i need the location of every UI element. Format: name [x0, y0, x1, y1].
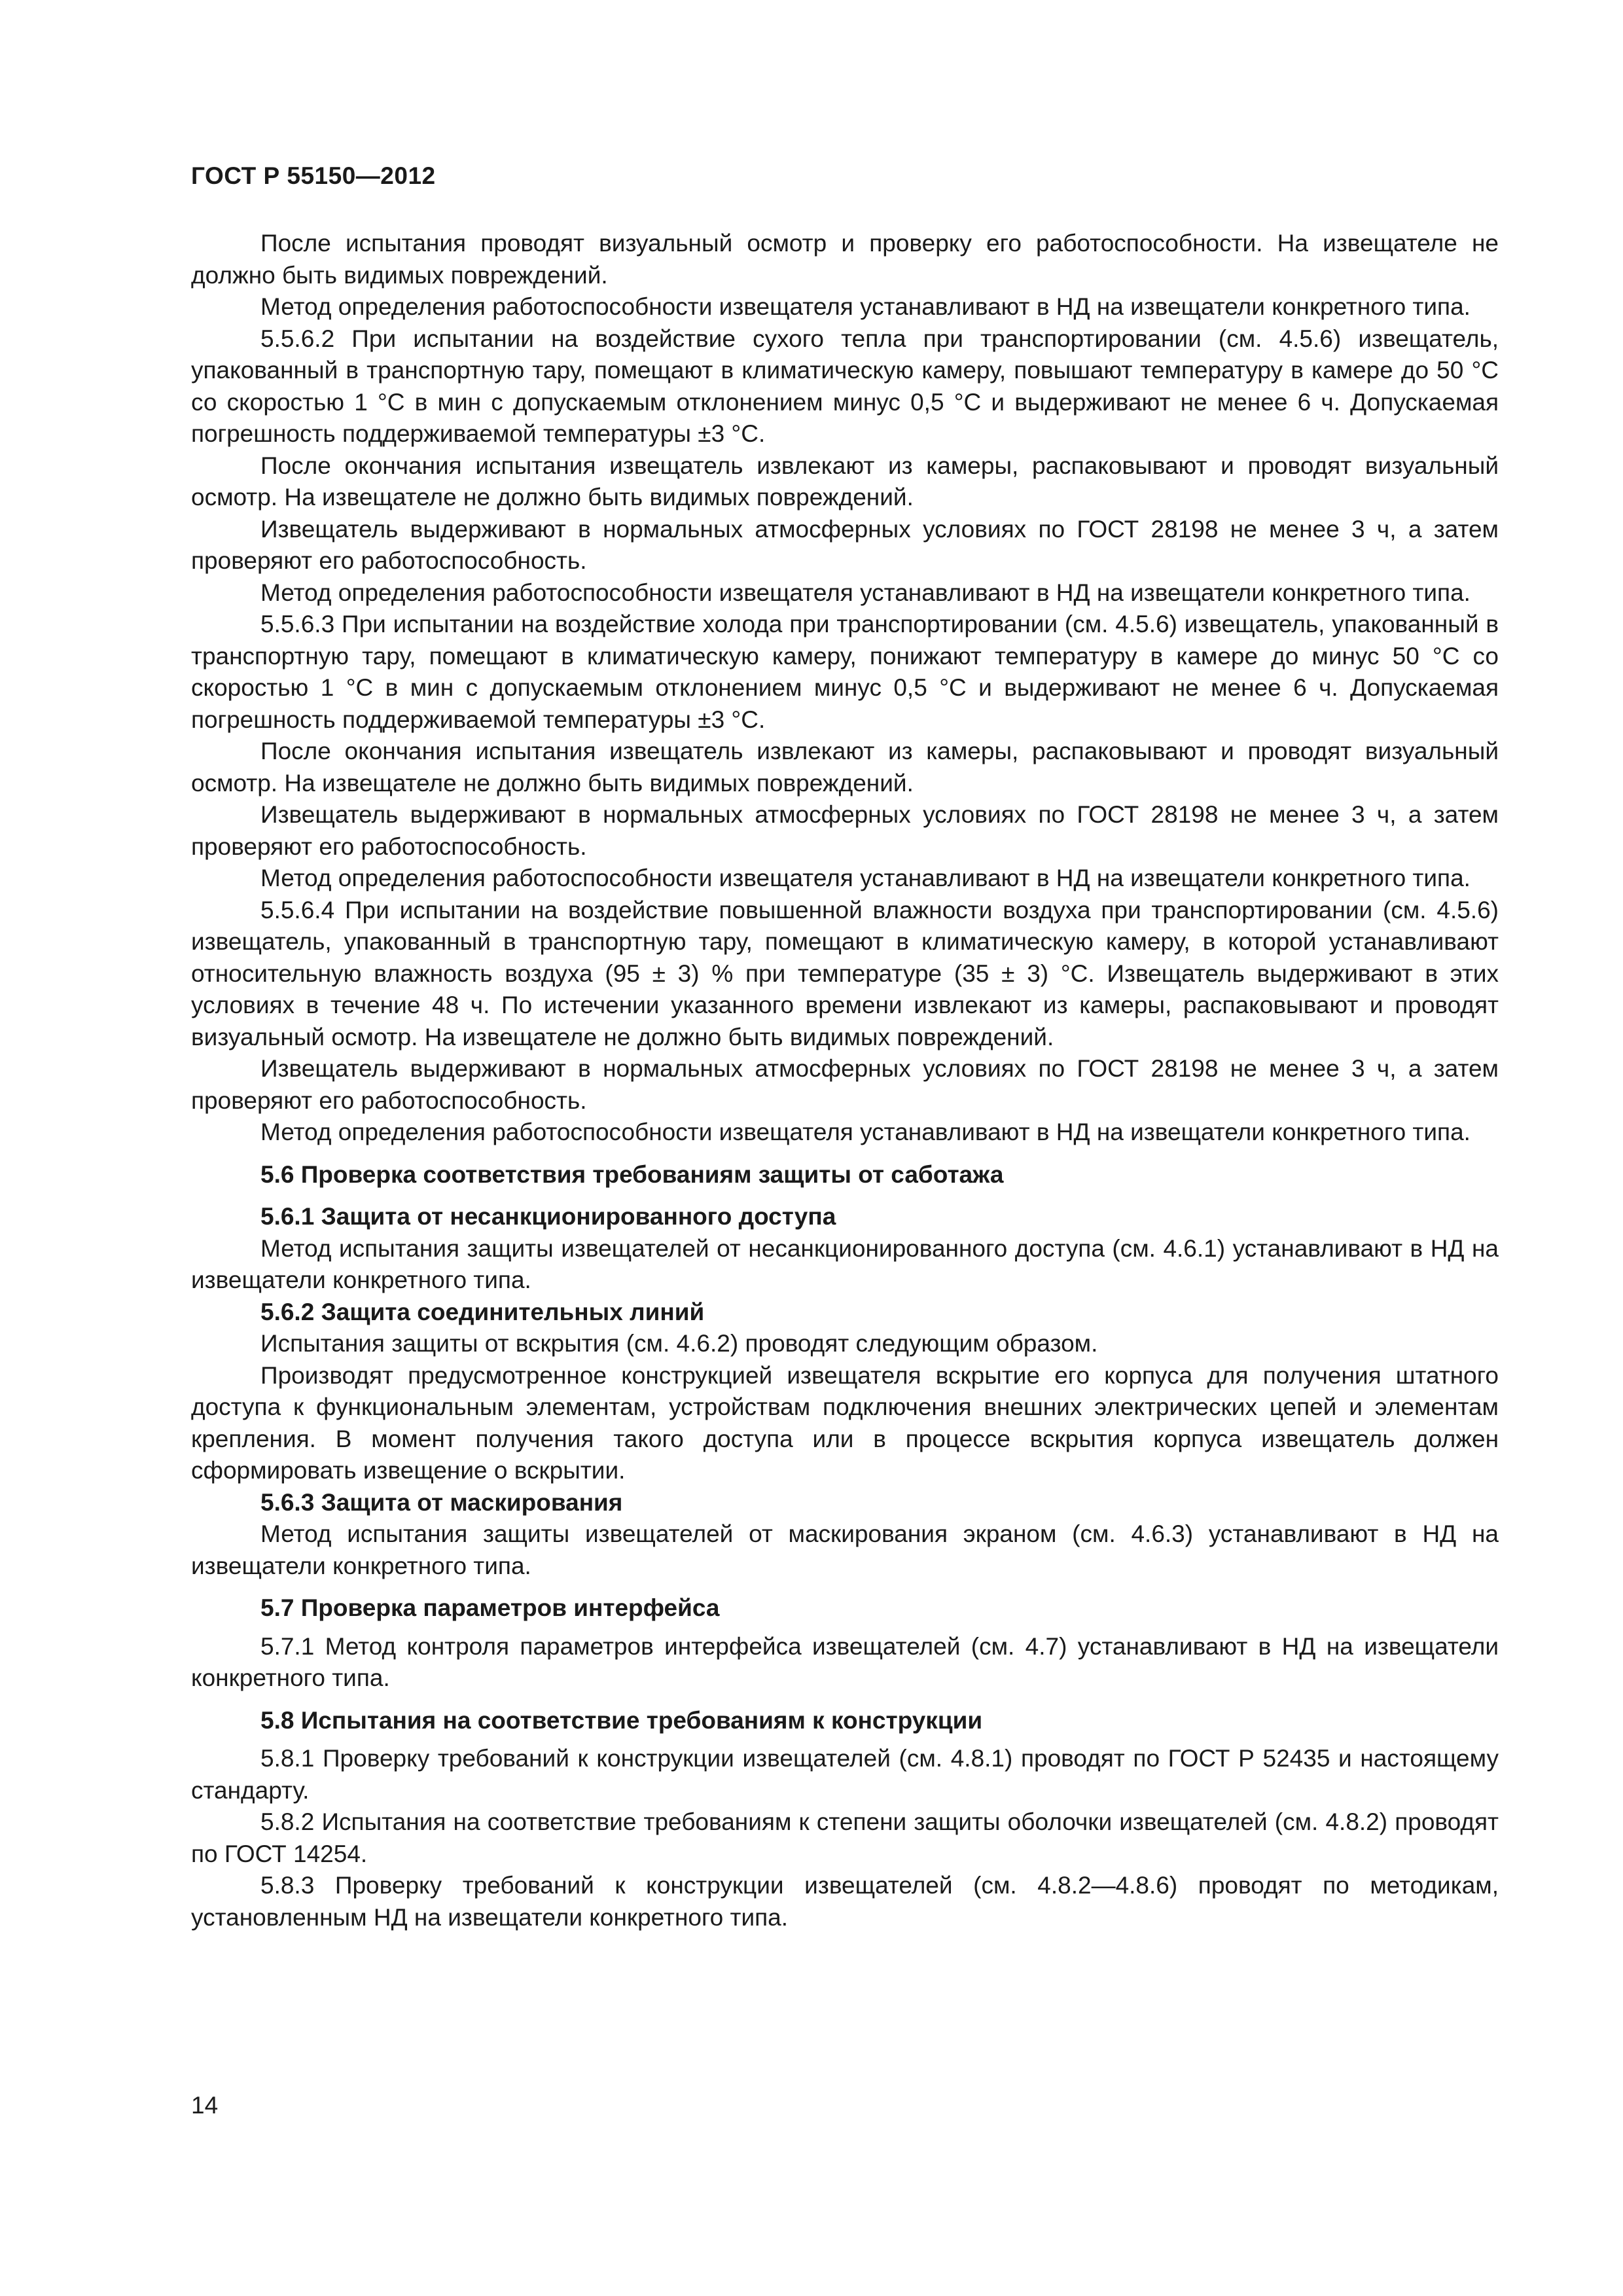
paragraph: После испытания проводят визуальный осмотр и проверку его работоспособности. На извещателе не должно быть видимых повреждений.	[191, 230, 1499, 289]
section-heading: 5.7 Проверка параметров интерфейса	[260, 1594, 720, 1621]
paragraph: Извещатель выдерживают в нормальных атмосферных условиях по ГОСТ 28198 не менее 3 ч, а затем проверяют его работоспособность.	[191, 801, 1499, 860]
paragraph: Метод определения работоспособности извещателя устанавливают в НД на извещатели конкретного типа.	[260, 1119, 1471, 1145]
paragraph: 5.8.2 Испытания на соответствие требованиям к степени защиты оболочки извещателей (см. 4.8.2) проводят по ГОСТ 14254.	[191, 1808, 1499, 1867]
paragraph: 5.5.6.2 При испытании на воздействие сухого тепла при транспортировании (см. 4.5.6) извещатель, упакованный в транспортную тару, помещают в климатическую камеру, повышают температуру в камере до 50 °С со скоростью 1 °С в мин с допускаемым отклонением минус 0,5 °С и выдерживают не менее 6 ч. Допускаемая погрешность поддерживаемой температуры ±3 °С.	[191, 325, 1499, 447]
paragraph: Извещатель выдерживают в нормальных атмосферных условиях по ГОСТ 28198 не менее 3 ч, а затем проверяют его работоспособность.	[191, 1055, 1499, 1114]
paragraph: 5.8.3 Проверку требований к конструкции извещателей (см. 4.8.2—4.8.6) проводят по методикам, установленным НД на извещатели конкретного типа.	[191, 1872, 1499, 1931]
subsection-heading: 5.6.2 Защита соединительных линий	[260, 1298, 705, 1325]
paragraph: Метод определения работоспособности извещателя устанавливают в НД на извещатели конкретного типа.	[260, 579, 1471, 606]
paragraph: 5.7.1 Метод контроля параметров интерфейса извещателей (см. 4.7) устанавливают в НД на извещатели конкретного типа.	[191, 1632, 1499, 1691]
paragraph: Метод испытания защиты извещателей от несанкционированного доступа (см. 4.6.1) устанавливают в НД на извещатели конкретного типа.	[191, 1234, 1499, 1293]
paragraph: Метод испытания защиты извещателей от маскирования экраном (см. 4.6.3) устанавливают в НД на извещатели конкретного типа.	[191, 1520, 1499, 1579]
paragraph: Метод определения работоспособности извещателя устанавливают в НД на извещатели конкретного типа.	[260, 865, 1471, 891]
paragraph: Производят предусмотренное конструкцией извещателя вскрытие его корпуса для получения штатного доступа к функциональным элементам, устройствам подключения внешних электрических цепей и элементам крепления. В момент получения такого доступа или в процессе вскрытия корпуса извещатель должен сформировать извещение о вскрытии.	[191, 1361, 1499, 1484]
paragraph: 5.5.6.4 При испытании на воздействие повышенной влажности воздуха при транспортировании (см. 4.5.6) извещатель, упакованный в транспортную тару, помещают в климатическую камеру, в которой устанавливают относительную влажность воздуха (95 ± 3) % при температуре (35 ± 3) °С. Извещатель выдерживают в этих условиях в течение 48 ч. По истечении указанного времени извлекают из камеры, распаковывают и проводят визуальный осмотр. На извещателе не должно быть видимых повреждений.	[191, 896, 1499, 1050]
subsection-heading: 5.6.1 Защита от несанкционированного доступа	[260, 1203, 836, 1230]
paragraph: Извещатель выдерживают в нормальных атмосферных условиях по ГОСТ 28198 не менее 3 ч, а затем проверяют его работоспособность.	[191, 515, 1499, 574]
paragraph: После окончания испытания извещатель извлекают из камеры, распаковывают и проводят визуальный осмотр. На извещателе не должно быть видимых повреждений.	[191, 738, 1499, 797]
paragraph: Метод определения работоспособности извещателя устанавливают в НД на извещатели конкретного типа.	[260, 293, 1471, 320]
section-heading: 5.6 Проверка соответствия требованиям защиты от саботажа	[260, 1160, 1004, 1188]
document-body	[191, 228, 1499, 1933]
page-number: 14	[191, 2092, 219, 2119]
paragraph: Испытания защиты от вскрытия (см. 4.6.2) проводят следующим образом.	[260, 1330, 1098, 1357]
subsection-heading: 5.6.3 Защита от маскирования	[260, 1488, 623, 1516]
paragraph: 5.8.1 Проверку требований к конструкции извещателей (см. 4.8.1) проводят по ГОСТ Р 52435 и настоящему стандарту.	[191, 1745, 1499, 1804]
section-heading: 5.8 Испытания на соответствие требованиям к конструкции	[260, 1706, 983, 1734]
paragraph: 5.5.6.3 При испытании на воздействие холода при транспортировании (см. 4.5.6) извещатель, упакованный в транспортную тару, помещают в климатическую камеру, понижают температуру в камере до минус 50 °С со скоростью 1 °С в мин с допускаемым отклонением минус 0,5 °С и выдерживают не менее 6 ч. Допускаемая погрешность поддерживаемой температуры ±3 °С.	[191, 611, 1499, 733]
standard-header: ГОСТ Р 55150—2012	[191, 162, 436, 189]
paragraph: После окончания испытания извещатель извлекают из камеры, распаковывают и проводят визуальный осмотр. На извещателе не должно быть видимых повреждений.	[191, 452, 1499, 511]
